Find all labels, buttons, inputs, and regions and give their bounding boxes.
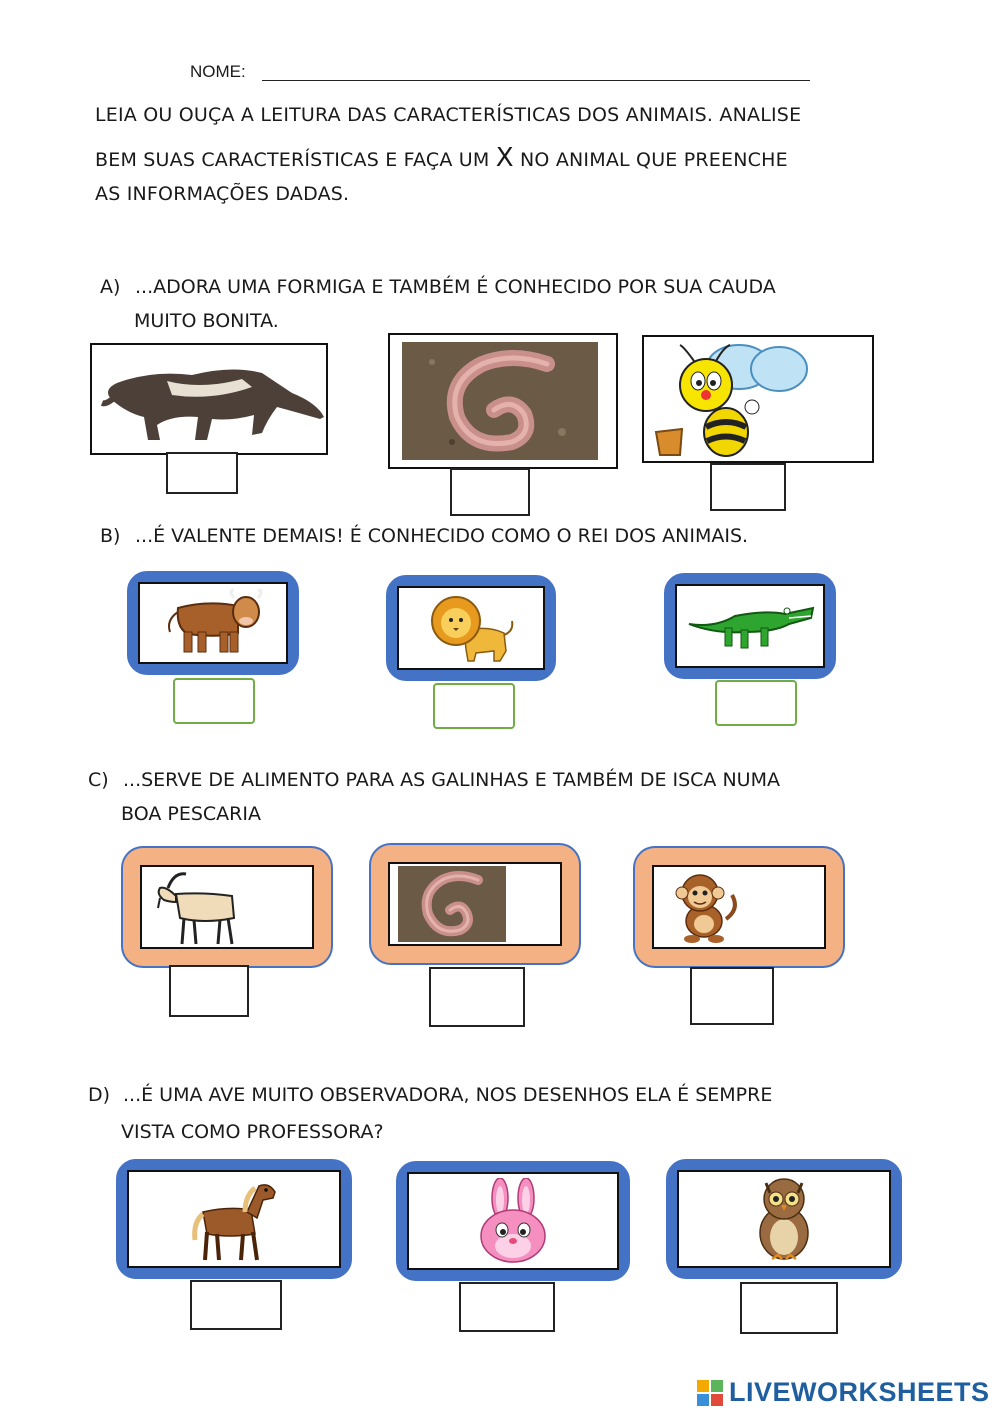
question-c-letter: C) bbox=[88, 769, 109, 791]
option-c1-goat[interactable] bbox=[123, 848, 331, 966]
lion-icon bbox=[426, 591, 516, 665]
option-a1-anteater[interactable] bbox=[90, 343, 328, 455]
option-d2-rabbit[interactable] bbox=[396, 1161, 630, 1281]
answer-box-c3[interactable] bbox=[690, 967, 774, 1025]
question-d-letter: D) bbox=[88, 1084, 111, 1106]
option-d2-inner bbox=[407, 1172, 619, 1270]
question-d-line-2: VISTA COMO PROFESSORA? bbox=[121, 1121, 384, 1143]
goat-icon bbox=[154, 868, 244, 946]
monkey-icon bbox=[670, 869, 740, 945]
instruction-line-3: AS INFORMAÇÕES DADAS. bbox=[95, 183, 350, 205]
option-a3-bee[interactable] bbox=[642, 335, 874, 463]
instruction-line-1: LEIA OU OUÇA A LEITURA DAS CARACTERÍSTICAS DOS ANIMAIS. ANALISE bbox=[95, 104, 802, 126]
answer-box-d2[interactable] bbox=[459, 1282, 555, 1332]
question-c-line-1 bbox=[88, 769, 780, 791]
answer-box-a1[interactable] bbox=[166, 452, 238, 494]
option-c2-earthworm[interactable] bbox=[371, 845, 579, 963]
answer-box-b3[interactable] bbox=[715, 680, 797, 726]
answer-box-c1[interactable] bbox=[169, 965, 249, 1017]
earthworm-icon bbox=[398, 866, 506, 942]
owl-icon bbox=[748, 1175, 820, 1263]
option-b3-inner bbox=[675, 584, 825, 668]
option-c3-inner bbox=[652, 865, 826, 949]
question-d-text: ...É UMA AVE MUITO OBSERVADORA, NOS DESENHOS ELA É SEMPRE bbox=[123, 1084, 773, 1106]
option-d1-horse[interactable] bbox=[116, 1159, 352, 1279]
rabbit-icon bbox=[468, 1178, 558, 1264]
option-b1-inner bbox=[138, 582, 288, 664]
question-a-line-1 bbox=[100, 276, 776, 298]
instruction-line-2 bbox=[95, 143, 788, 173]
name-label: NOME: bbox=[190, 62, 246, 81]
answer-box-d3[interactable] bbox=[740, 1282, 838, 1334]
question-b-line-1 bbox=[100, 525, 748, 547]
question-b-text: ...É VALENTE DEMAIS! É CONHECIDO COMO O REI DOS ANIMAIS. bbox=[135, 525, 749, 547]
option-c2-inner bbox=[388, 862, 562, 946]
option-d3-inner bbox=[677, 1170, 891, 1268]
ox-icon bbox=[158, 588, 268, 658]
earthworm-photo bbox=[402, 342, 598, 460]
liveworksheets-logo-icon bbox=[697, 1380, 723, 1406]
answer-box-c2[interactable] bbox=[429, 967, 525, 1027]
option-b3-crocodile[interactable] bbox=[664, 573, 836, 679]
option-d3-owl[interactable] bbox=[666, 1159, 902, 1279]
crocodile-icon bbox=[685, 598, 815, 654]
option-c1-inner bbox=[140, 865, 314, 949]
question-a-text: ...ADORA UMA FORMIGA E TAMBÉM É CONHECIDO POR SUA CAUDA bbox=[135, 276, 776, 298]
brand-text: LIVEWORKSHEETS bbox=[729, 1377, 990, 1407]
option-b2-lion[interactable] bbox=[386, 575, 556, 681]
question-a-line-2: MUITO BONITA. bbox=[134, 310, 279, 332]
option-b1-ox[interactable] bbox=[127, 571, 299, 675]
instruction-line-2b: NO ANIMAL QUE PREENCHE bbox=[513, 149, 788, 171]
question-c-text: ...SERVE DE ALIMENTO PARA AS GALINHAS E TAMBÉM DE ISCA NUMA bbox=[123, 769, 780, 791]
question-a-letter: A) bbox=[100, 276, 121, 298]
instruction-line-2a: BEM SUAS CARACTERÍSTICAS E FAÇA UM bbox=[95, 149, 496, 171]
liveworksheets-logo bbox=[697, 1377, 990, 1408]
horse-icon bbox=[189, 1176, 279, 1262]
answer-box-b2[interactable] bbox=[433, 683, 515, 729]
instruction-x-mark: X bbox=[495, 143, 514, 173]
question-d-line-1 bbox=[88, 1084, 772, 1106]
bee-icon bbox=[644, 337, 872, 461]
question-c-line-2: BOA PESCARIA bbox=[121, 803, 261, 825]
answer-box-a3[interactable] bbox=[710, 463, 786, 511]
earthworm-icon bbox=[402, 342, 598, 460]
earthworm-photo-small bbox=[398, 866, 506, 942]
name-input-line[interactable] bbox=[262, 80, 810, 81]
answer-box-a2[interactable] bbox=[450, 468, 530, 516]
anteater-icon bbox=[92, 345, 326, 453]
answer-box-d1[interactable] bbox=[190, 1280, 282, 1330]
option-a2-earthworm[interactable] bbox=[388, 333, 618, 469]
option-d1-inner bbox=[127, 1170, 341, 1268]
option-c3-monkey[interactable] bbox=[635, 848, 843, 966]
answer-box-b1[interactable] bbox=[173, 678, 255, 724]
option-b2-inner bbox=[397, 586, 545, 670]
question-b-letter: B) bbox=[100, 525, 121, 547]
